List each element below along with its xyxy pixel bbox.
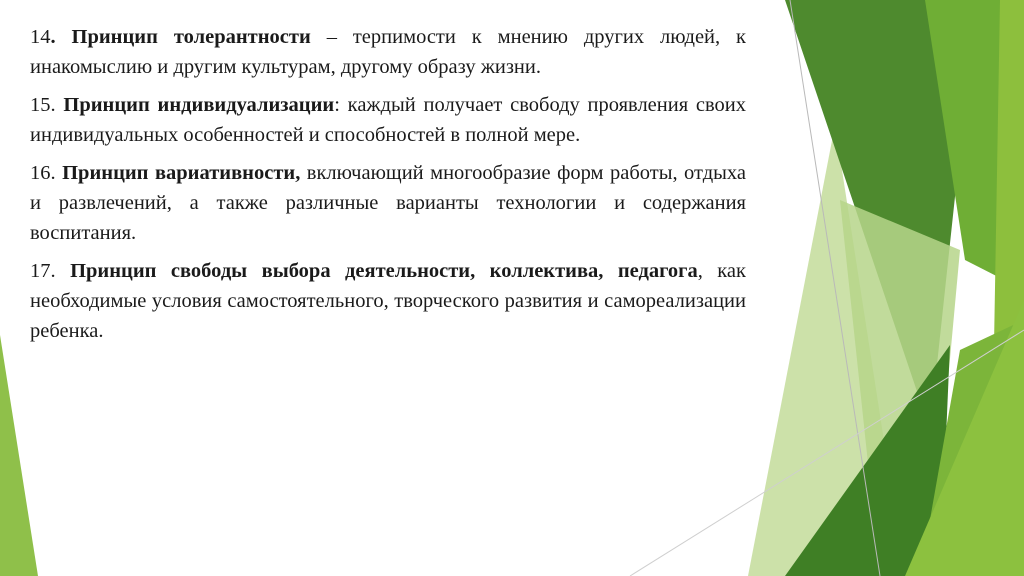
principle-17 <box>30 256 746 346</box>
principle-number: 17. <box>30 260 71 282</box>
principle-title: . Принцип толерантности <box>50 26 311 48</box>
principle-title: Принцип свободы выбора деятельности, коллектива, педагога <box>70 260 698 282</box>
principle-description: : каждый получает свободу проявления своих индивидуальных особенностей и способностей в полной мере. <box>30 94 747 146</box>
principle-number: 16. <box>30 162 63 184</box>
principle-description: – терпимости к мнению других людей, к инакомыслию и другим культурам, другому образу жизни. <box>30 26 747 78</box>
principle-14 <box>30 22 746 82</box>
principle-number: 15. <box>30 94 64 116</box>
left-edge-triangle <box>0 335 38 576</box>
principle-description: включающий многообразие форм работы, отдыха и развлечений, а также различные варианты технологии и содержания воспитания. <box>30 162 747 244</box>
content-text <box>30 22 746 354</box>
principle-title: Принцип индивидуализации <box>63 94 335 116</box>
principle-title: Принцип вариативности, <box>62 162 301 184</box>
principle-description: , как необходимые условия самостоятельного, творческого развития и самореализации ребенка. <box>30 260 746 342</box>
principle-15 <box>30 90 746 150</box>
principle-number: 14 <box>30 26 51 48</box>
principle-16 <box>30 158 746 248</box>
